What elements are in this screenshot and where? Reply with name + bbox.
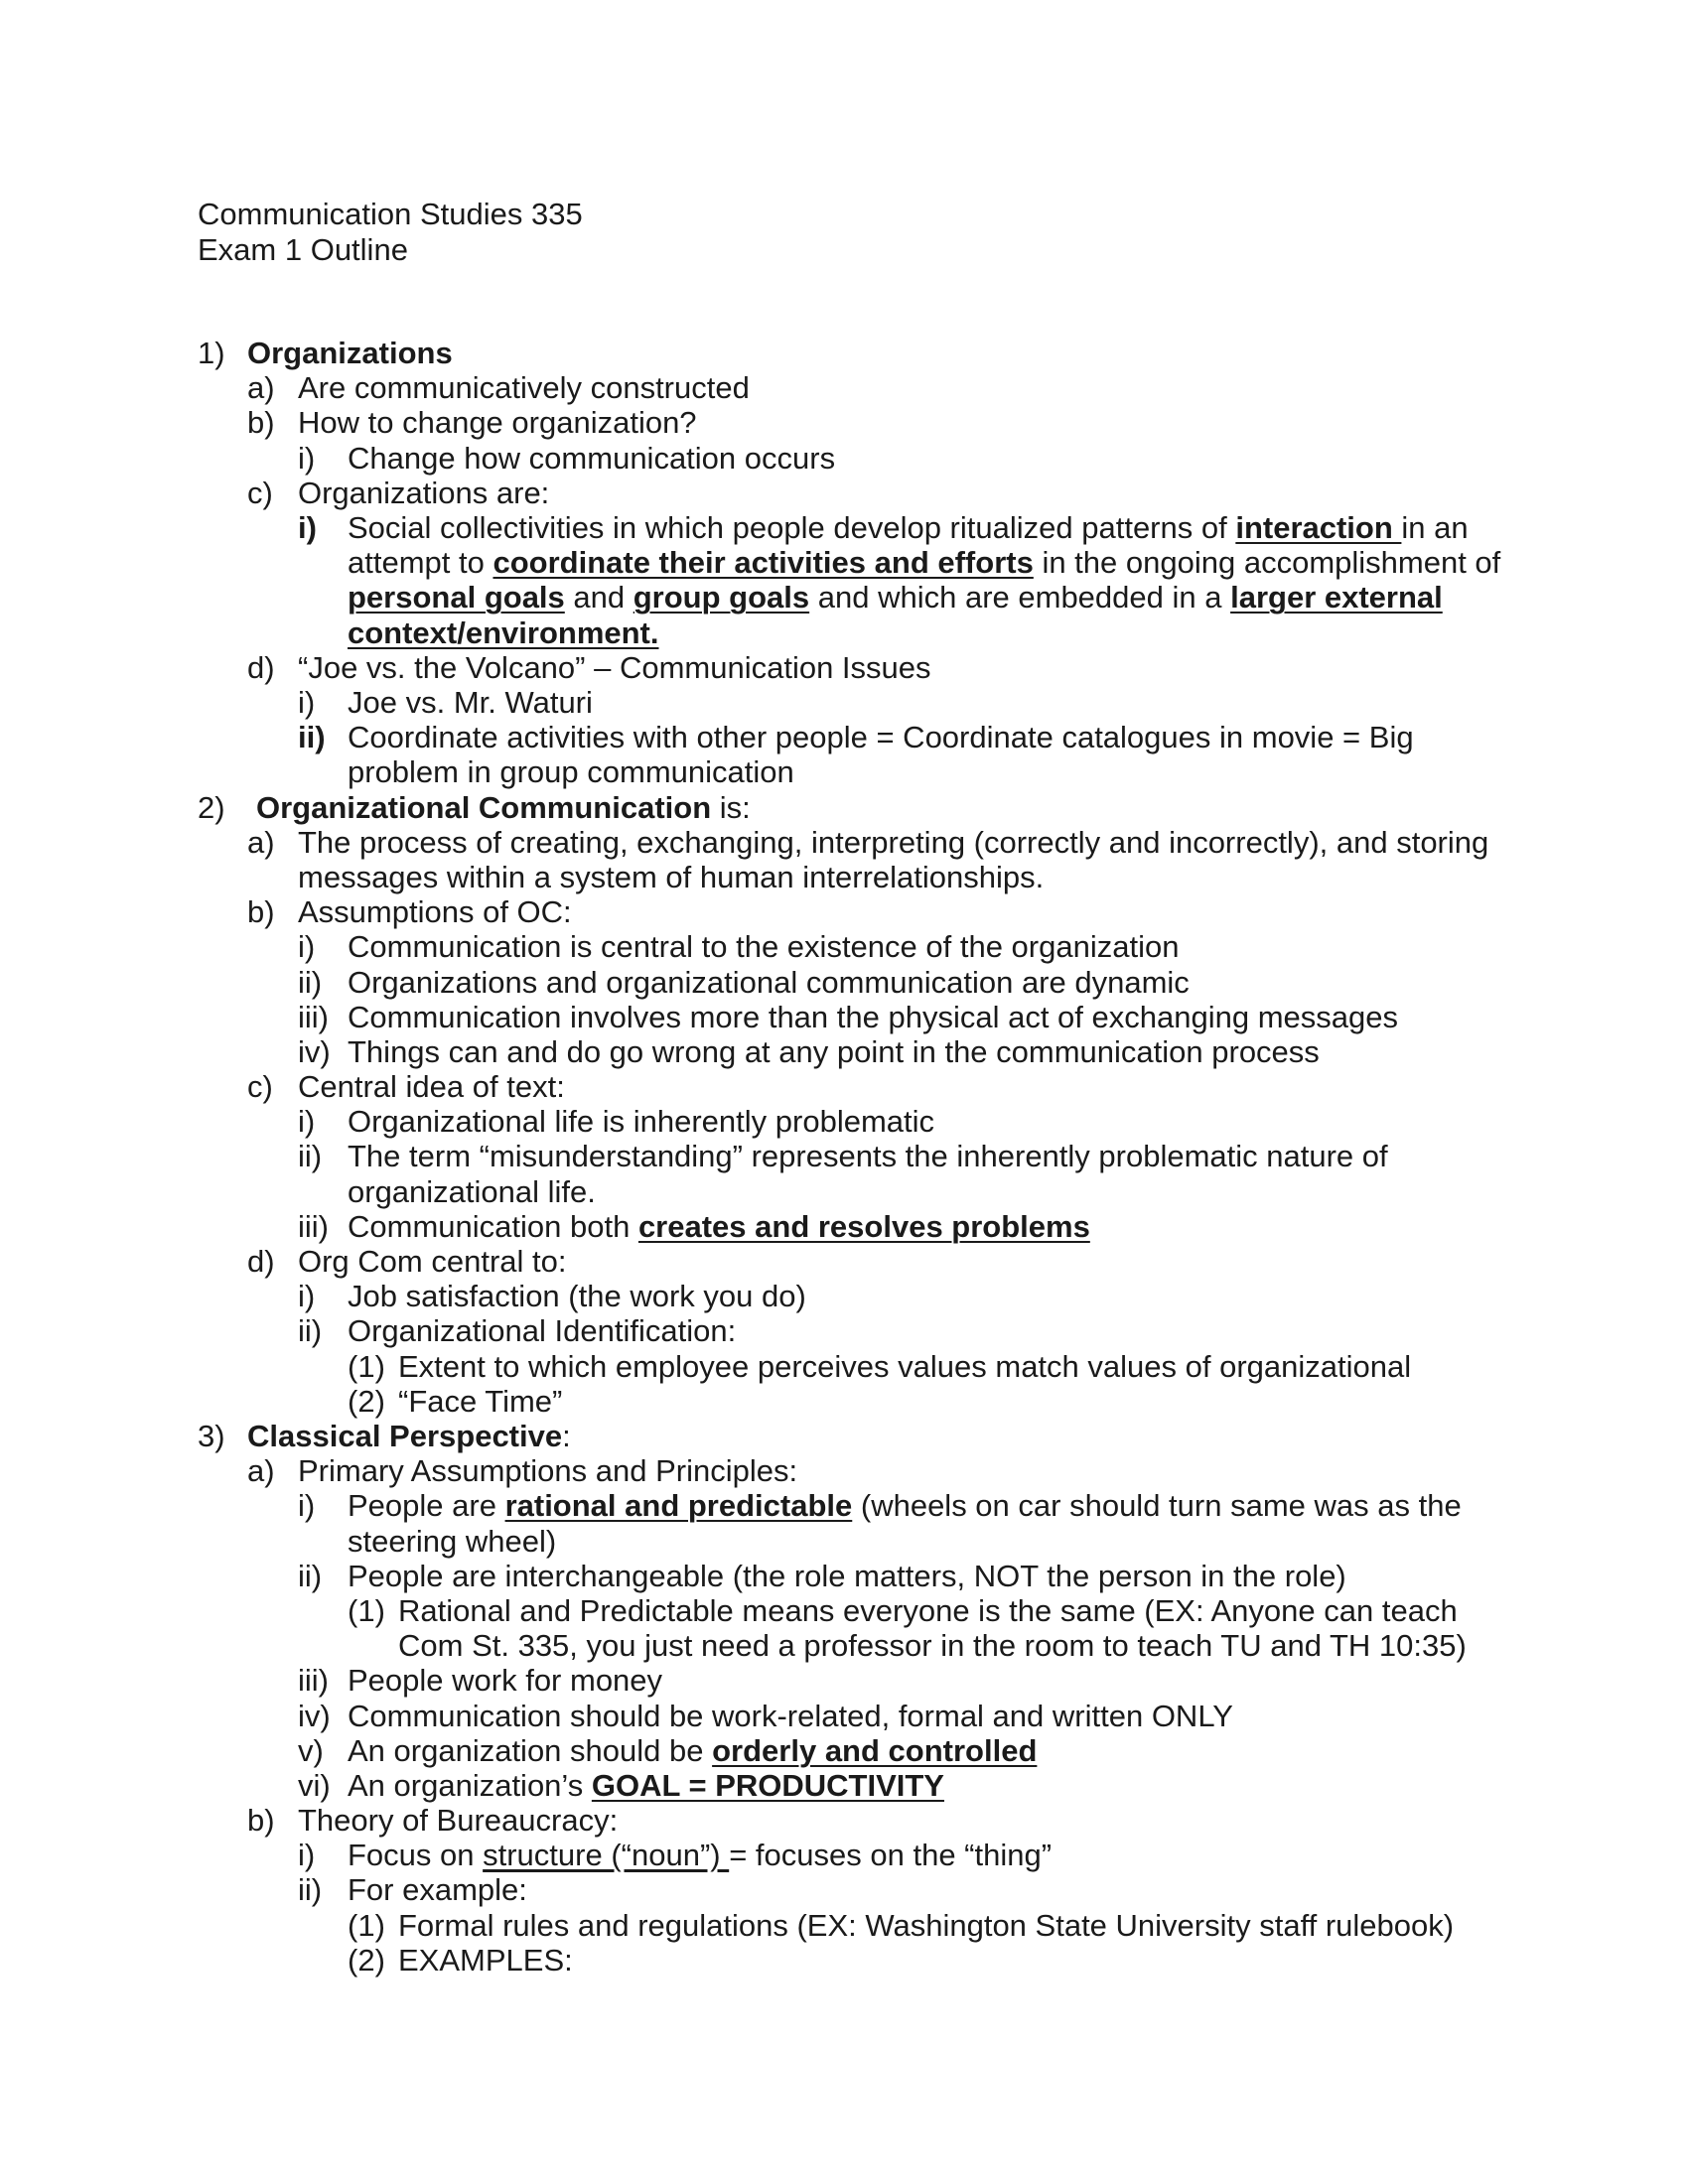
key-term: creates and resolves problems (637, 1208, 1090, 1244)
outline-item: ii) The term “misunderstanding” represents the inherently problematic nature of organizational life. (298, 1139, 1388, 1209)
exam-subtitle: Exam 1 Outline (198, 232, 408, 267)
outline-item: v) An organization should be orderly and controlled (298, 1732, 1038, 1768)
outline-item: i) Social collectivities in which people develop ritualized patterns of interaction in an attempt to coordinate their activities and efforts in the ongoing accomplishment of personal goals and group goals and which are embedded in a larger external context/environment. (198, 510, 1518, 650)
outline-item: i) People are rational and predictable (wheels on car should turn same was as the steering wheel) (298, 1488, 1462, 1559)
outline-item: d) “Joe vs. the Volcano” – Communication Issues (247, 649, 931, 685)
outline-item: a) The process of creating, exchanging, interpreting (correctly and incorrectly), and storing messages within a system of human interrelationships. (247, 824, 1489, 894)
key-term: coordinate their activities and efforts (492, 545, 1034, 581)
outline-item: i) Job satisfaction (the work you do) (298, 1279, 806, 1314)
outline-item: ii) Coordinate activities with other people = Coordinate catalogues in movie = Big problem in group communication (298, 720, 1414, 790)
key-term: larger external context/environment. (348, 580, 1443, 650)
outline-item: a) Primary Assumptions and Principles: (247, 1453, 798, 1489)
course-title: Communication Studies 335 (198, 197, 583, 231)
section-heading: 2) Organizational Communication is: (198, 789, 751, 825)
outline-item: iv) Things can and do go wrong at any point in the communication process (298, 1033, 1320, 1069)
outline-item: ii) Organizations and organizational communication are dynamic (298, 964, 1190, 1000)
section-title: Classical Perspective (247, 1418, 563, 1453)
outline-item: iii) Communication involves more than the physical act of exchanging messages (298, 999, 1398, 1034)
key-term: group goals (633, 580, 810, 615)
outline-item: ii) People are interchangeable (the role matters, NOT the person in the role) (298, 1558, 1346, 1593)
outline-item: ii) For example: (298, 1872, 527, 1908)
key-term: rational and predictable (504, 1488, 853, 1524)
outline-item: (2) EXAMPLES: (348, 1942, 573, 1978)
document-header (198, 197, 583, 268)
definition-text: Social collectivities in which people develop ritualized patterns of interaction in an attempt to coordinate their activities and efforts in the ongoing accomplishment of personal goals and group goals and which are embedded in a larger external context/environment. (348, 509, 1501, 650)
section-number: 2) (198, 789, 225, 825)
outline-item: i) Joe vs. Mr. Waturi (298, 684, 593, 720)
outline-item: (2) “Face Time” (348, 1383, 563, 1419)
key-term: interaction (1235, 509, 1402, 545)
outline-item: iii) People work for money (298, 1663, 663, 1699)
outline (198, 336, 1518, 1978)
outline-item: (1) Rational and Predictable means everyone is the same (EX: Anyone can teach Com St. 335, you just need a professor in the room to teach TU and TH 10:35) (348, 1592, 1467, 1664)
outline-item: (1) Formal rules and regulations (EX: Washington State University staff rulebook) (348, 1907, 1455, 1943)
section-number: 3) (198, 1418, 225, 1453)
outline-item: i) Change how communication occurs (298, 440, 836, 476)
outline-item: b) How to change organization? (247, 405, 697, 441)
section-heading (198, 336, 1518, 370)
outline-item: c) Organizations are: (247, 475, 550, 510)
outline-item: a) Are communicatively constructed (247, 370, 750, 406)
outline-item: ii) Organizational Identification: (298, 1313, 737, 1349)
key-term: GOAL = PRODUCTIVITY (591, 1767, 944, 1803)
key-term: personal goals (348, 580, 565, 615)
key-term: orderly and controlled (712, 1732, 1038, 1768)
section-title: Organizations (247, 336, 453, 370)
outline-item: i) Focus on structure (“noun”) = focuses on the “thing” (298, 1838, 1053, 1873)
outline-item: b) Assumptions of OC: (247, 894, 572, 930)
underlined-term: structure (“noun”) (483, 1838, 730, 1873)
outline-item: d) Org Com central to: (247, 1244, 567, 1280)
outline-item: iv) Communication should be work-related, formal and written ONLY (298, 1698, 1233, 1733)
section-heading: 3) Classical Perspective: (198, 1418, 571, 1453)
outline-item: b) Theory of Bureaucracy: (247, 1803, 619, 1839)
outline-item: i) Organizational life is inherently problematic (298, 1104, 935, 1140)
section-number: 1) (198, 336, 225, 370)
outline-item: i) Communication is central to the existence of the organization (298, 929, 1180, 965)
outline-item: (1) Extent to which employee perceives values match values of organizational (348, 1348, 1412, 1384)
outline-item: c) Central idea of text: (247, 1069, 565, 1105)
outline-item: iii) Communication both creates and resolves problems (298, 1208, 1090, 1244)
outline-item: vi) An organization’s GOAL = PRODUCTIVITY (298, 1767, 944, 1803)
section-title: Organizational Communication (256, 789, 712, 825)
